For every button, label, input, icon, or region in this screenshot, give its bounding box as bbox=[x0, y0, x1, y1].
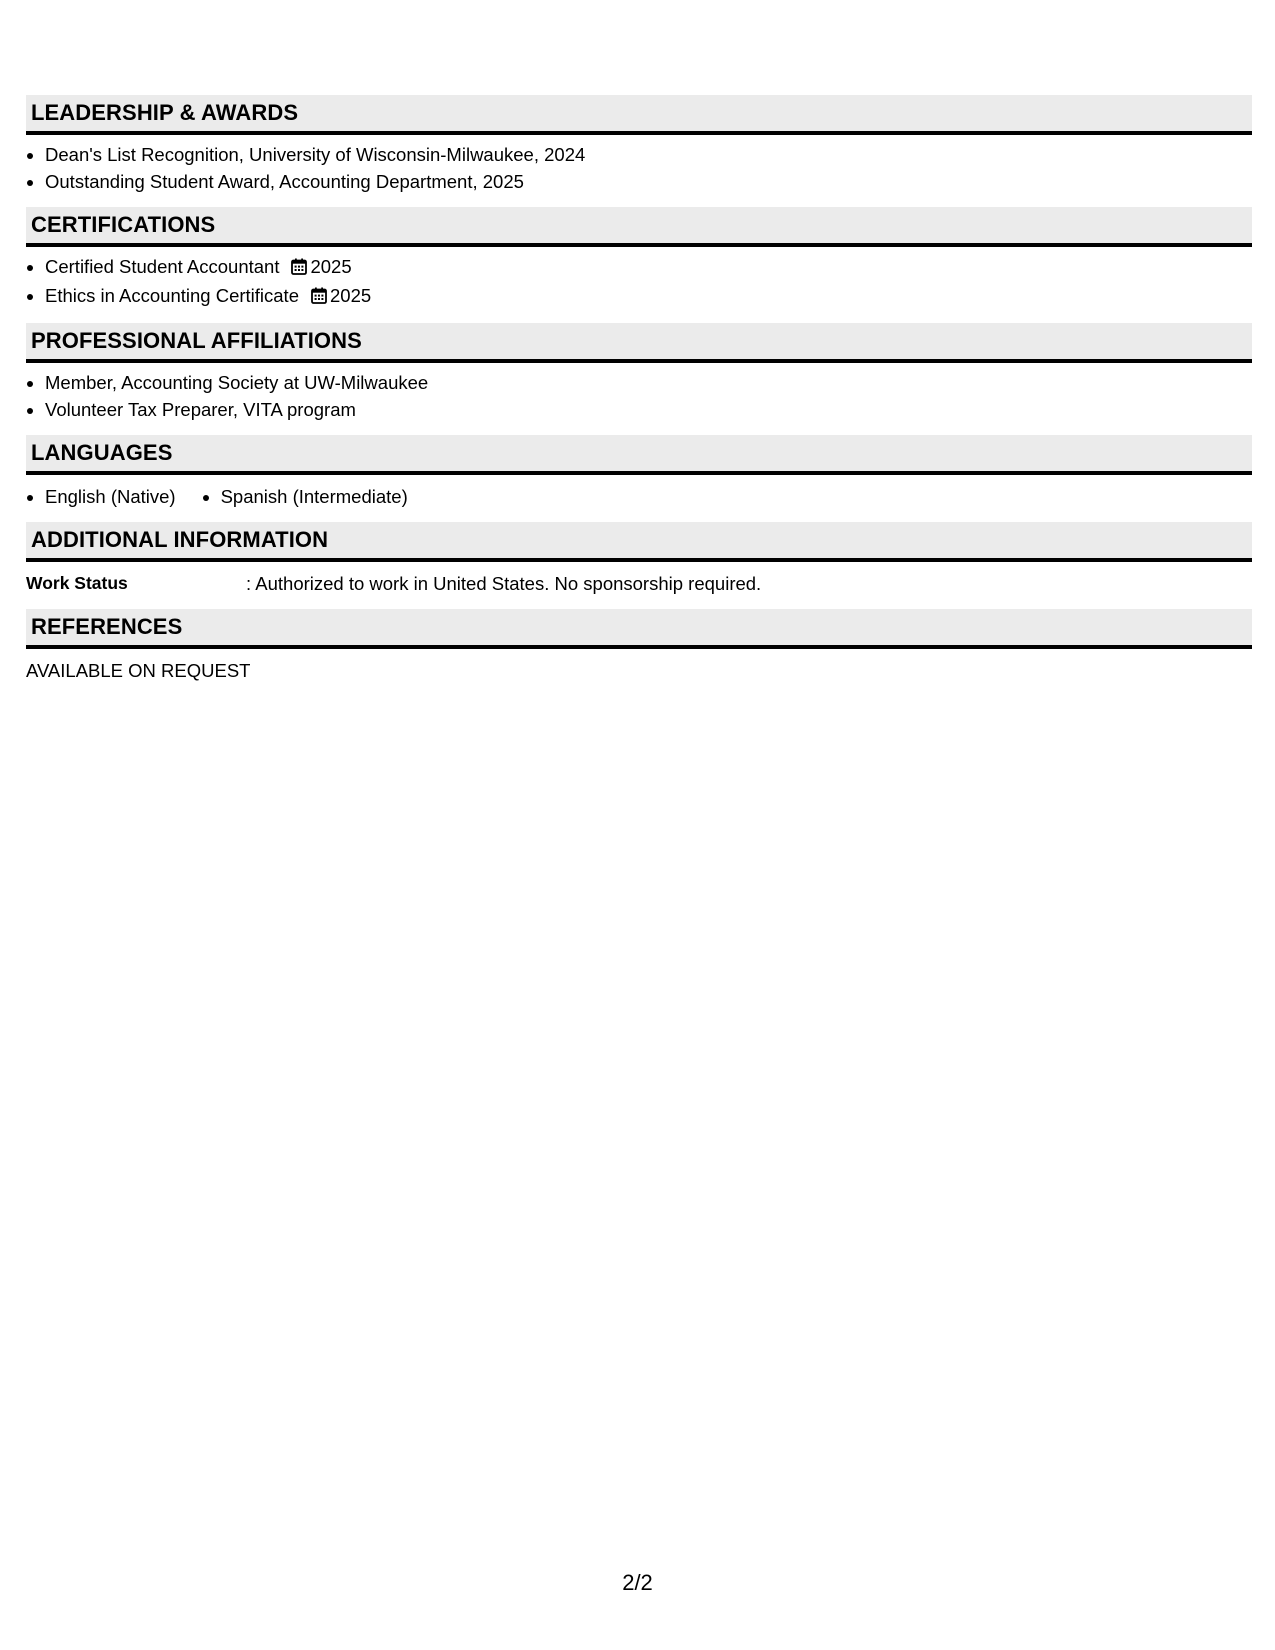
certification-year: 2025 bbox=[330, 285, 372, 306]
references-text: AVAILABLE ON REQUEST bbox=[26, 660, 251, 681]
section-leadership-awards bbox=[26, 95, 1252, 195]
section-professional-affiliations bbox=[26, 323, 1252, 423]
affiliations-list bbox=[26, 369, 1252, 423]
section-languages bbox=[26, 435, 1252, 510]
section-title: LANGUAGES bbox=[26, 435, 1252, 475]
section-references bbox=[26, 609, 1252, 684]
calendar-icon bbox=[311, 284, 327, 311]
section-certifications bbox=[26, 207, 1252, 311]
section-title: REFERENCES bbox=[26, 609, 1252, 649]
calendar-icon bbox=[291, 255, 307, 282]
work-status-row bbox=[26, 570, 1252, 597]
certification-year: 2025 bbox=[310, 256, 352, 277]
section-title: LEADERSHIP & AWARDS bbox=[26, 95, 1252, 135]
info-label: Work Status bbox=[26, 573, 128, 593]
certification-name: Ethics in Accounting Certificate bbox=[45, 285, 299, 306]
resume-page bbox=[26, 95, 1252, 696]
page-number: 2/2 bbox=[622, 1570, 653, 1595]
language-item: • Spanish (Intermediate) bbox=[221, 483, 408, 510]
certification-name: Certified Student Accountant bbox=[45, 256, 280, 277]
list-item: • Volunteer Tax Preparer, VITA program bbox=[45, 396, 1252, 423]
language-item: • English (Native) bbox=[45, 483, 176, 510]
section-title: CERTIFICATIONS bbox=[26, 207, 1252, 247]
section-additional-information bbox=[26, 522, 1252, 597]
list-item: • Member, Accounting Society at UW-Milwaukee bbox=[45, 369, 1252, 396]
list-item bbox=[45, 282, 1252, 311]
list-item: • Dean's List Recognition, University of Wisconsin-Milwaukee, 2024 bbox=[45, 141, 1252, 168]
list-item: • Outstanding Student Award, Accounting Department, 2025 bbox=[45, 168, 1252, 195]
certifications-list bbox=[26, 253, 1252, 311]
section-title: PROFESSIONAL AFFILIATIONS bbox=[26, 323, 1252, 363]
leadership-list bbox=[26, 141, 1252, 195]
list-item bbox=[45, 253, 1252, 282]
languages-list bbox=[26, 483, 1252, 510]
info-value: : Authorized to work in United States. No sponsorship required. bbox=[246, 573, 762, 594]
section-title: ADDITIONAL INFORMATION bbox=[26, 522, 1252, 562]
